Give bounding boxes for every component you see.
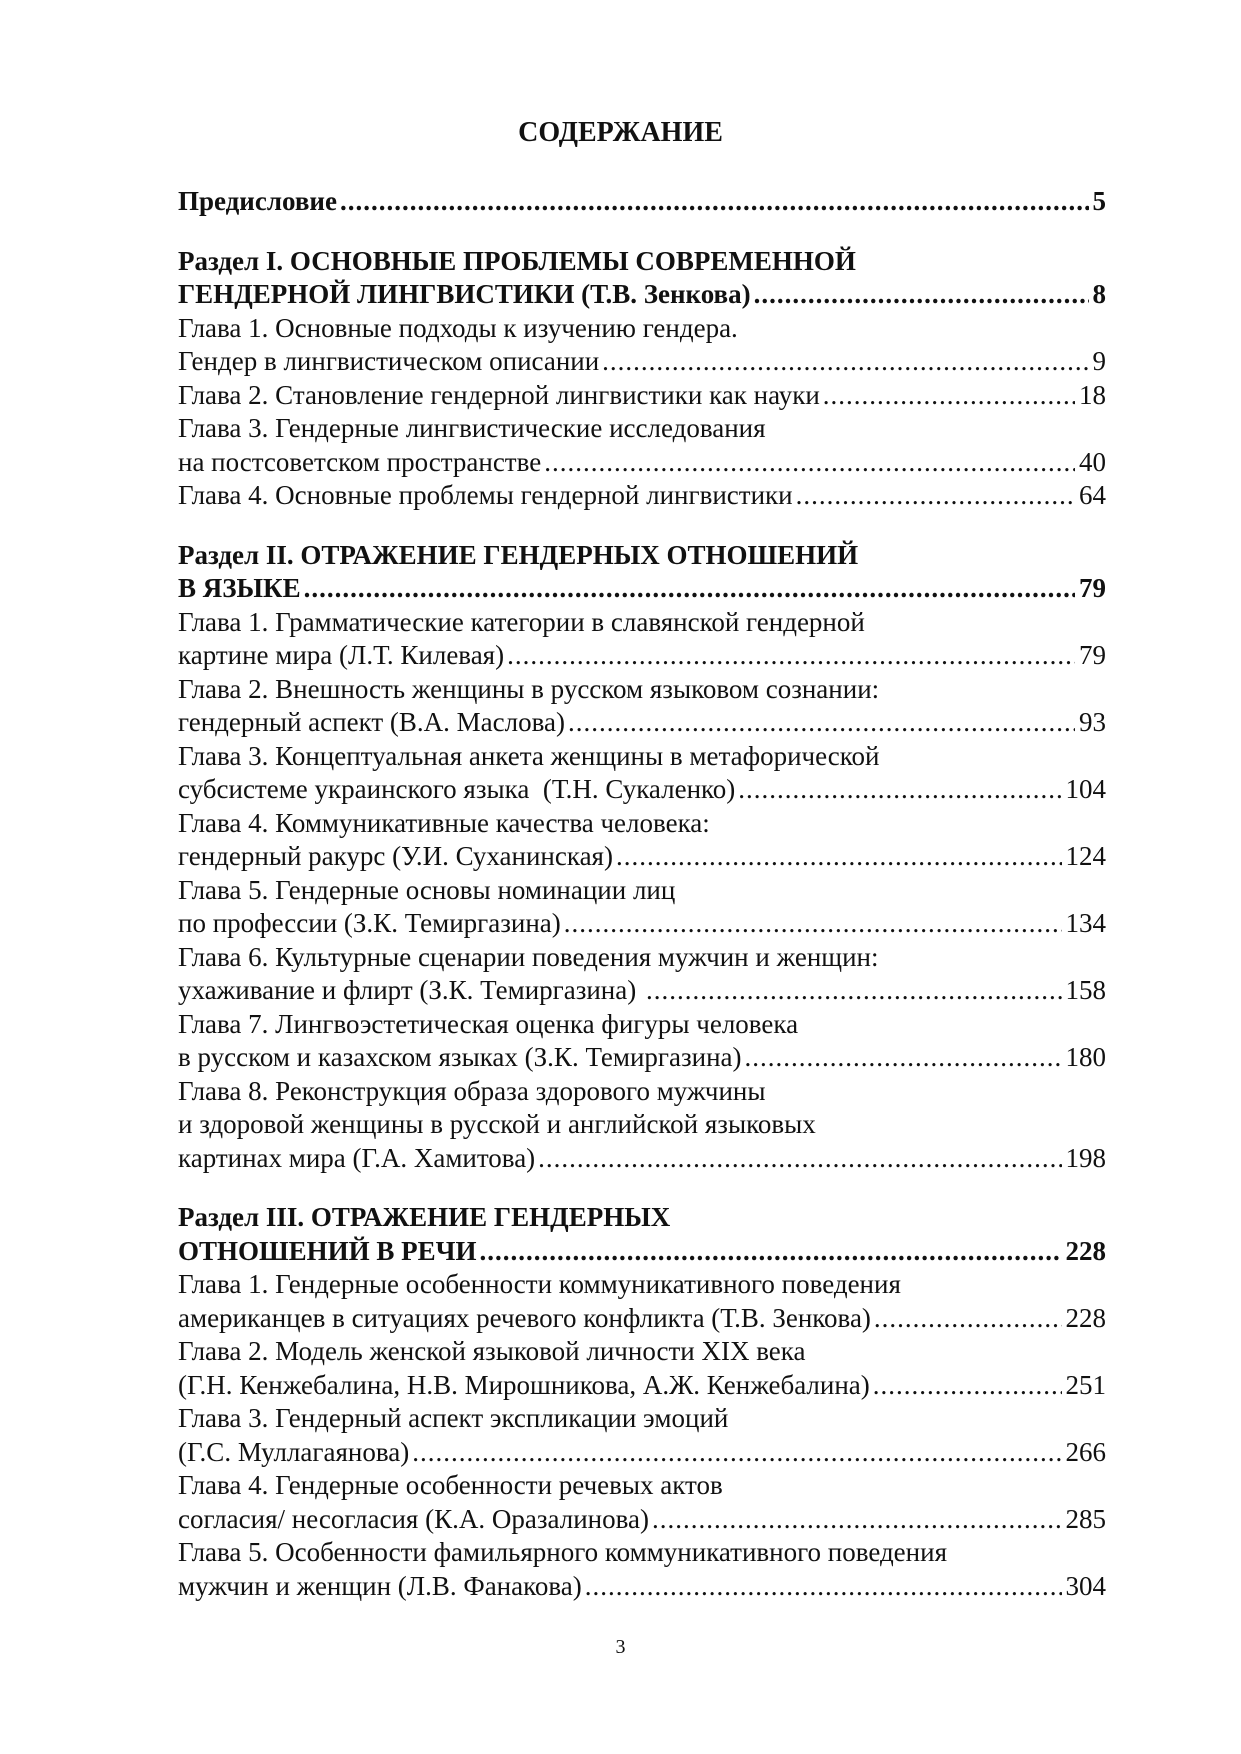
toc-section-title-line [178,246,1106,280]
toc-entry-text: Глава 2. Внешность женщины в русском языковом сознании: [178,673,880,704]
toc-entry-text: Предисловие [178,186,337,216]
toc-entry-preface [178,186,1106,220]
toc-entry-text: гендерный ракурс (У.И. Суханинская) [178,841,613,871]
toc-leader-dots [738,774,1061,805]
toc-leader-dots [754,279,1089,310]
toc-chapter [178,1470,1106,1537]
toc-page-number: 64 [1079,480,1106,510]
toc-entry-text: Глава 2. Модель женской языковой личности XIX века [178,1336,806,1366]
toc-leader-dots [585,1571,1062,1602]
toc-entry-text: Раздел I. ОСНОВНЫЕ ПРОБЛЕМЫ СОВРЕМЕННОЙ [178,245,856,276]
toc-entry-text: Глава 4. Коммуникативные качества человека: [178,807,710,838]
toc-chapter [178,875,1106,942]
toc-page-number: 180 [1065,1042,1106,1072]
toc-page-number: 228 [1065,1302,1106,1333]
toc-entry-text: Глава 1. Гендерные особенности коммуникативного поведения [178,1269,901,1299]
toc-page-number: 251 [1065,1369,1106,1400]
toc-leader-dots [544,447,1075,478]
toc-chapter [178,808,1106,875]
toc-section-title-line [178,573,1106,607]
toc-leader-dots [652,1504,1062,1535]
toc-entry-text: мужчин и женщин (Л.В. Фанакова) [178,1570,582,1601]
toc-leader-dots [507,640,1075,671]
toc-entry-text: Раздел III. ОТРАЖЕНИЕ ГЕНДЕРНЫХ [178,1202,671,1232]
toc-entry-text: на постсоветском пространстве [178,446,542,477]
toc-entry-text: американцев в ситуациях речевого конфликта (Т.В. Зенкова) [178,1302,871,1333]
toc-leader-dots [745,1042,1062,1073]
toc-page-number: 79 [1079,640,1106,670]
toc-leader-dots [304,573,1075,604]
toc-section [178,1202,1106,1604]
toc-entry-text: (Г.Н. Кенжебалина, Н.В. Мирошникова, А.Ж. Кенжебалина) [178,1369,870,1400]
toc-entry-text: ОТНОШЕНИЙ В РЕЧИ [178,1235,477,1266]
toc-page-number: 5 [1092,186,1106,216]
toc-page-number: 198 [1065,1142,1106,1173]
toc-page-number: 304 [1065,1570,1106,1601]
toc-section [178,246,1106,514]
toc-entry-text: В ЯЗЫКЕ [178,573,301,603]
toc-entry-text: по профессии (З.К. Темиргазина) [178,908,561,938]
toc-entry-text: Глава 5. Особенности фамильярного коммуникативного поведения [178,1537,947,1567]
toc-page-number: 285 [1065,1503,1106,1534]
toc-section-title-line [178,279,1106,313]
toc-entry-text: ухаживание и флирт (З.К. Темиргазина) [178,975,643,1005]
toc-page-number: 18 [1079,379,1106,410]
toc-leader-dots [340,186,1089,217]
toc-page-number: 40 [1079,446,1106,477]
toc-section-title-line [178,540,1106,574]
toc-chapter [178,1009,1106,1076]
toc-chapter [178,413,1106,480]
toc-entry-text: в русском и казахском языках (З.К. Темиргазина) [178,1042,742,1072]
toc-entry-text: (Г.С. Муллагаянова) [178,1436,410,1467]
toc-chapter [178,480,1106,514]
toc-section [178,540,1106,1177]
toc-chapter [178,380,1106,414]
toc-page-number: 93 [1079,707,1106,737]
toc-section-title-line [178,1202,1106,1236]
toc-leader-dots [568,707,1075,738]
toc-leader-dots [480,1236,1062,1267]
toc-leader-dots [823,380,1075,411]
toc-chapter [178,942,1106,1009]
toc-entry-text: картинах мира (Г.А. Хамитова) [178,1142,536,1173]
toc-entry-text: Глава 5. Гендерные основы номинации лиц [178,874,676,905]
toc-page-number: 134 [1065,908,1106,938]
toc-chapter [178,1336,1106,1403]
toc-page-number: 104 [1065,774,1106,804]
toc-leader-dots [646,975,1062,1006]
toc-leader-dots [616,841,1062,872]
toc-page-number: 8 [1092,279,1106,309]
toc-entry-text: субсистеме украинского языка (Т.Н. Сукаленко) [178,774,736,804]
toc-leader-dots [874,1303,1062,1334]
toc-leader-dots [538,1143,1061,1174]
toc-leader-dots [796,480,1075,511]
toc-entry-text: Глава 8. Реконструкция образа здорового мужчины [178,1075,766,1106]
toc-page-number: 158 [1065,975,1106,1005]
toc-chapter [178,1269,1106,1336]
table-of-contents [178,186,1106,1604]
toc-chapter [178,313,1106,380]
toc-entry-text: и здоровой женщины в русской и английской языковых [178,1109,816,1139]
toc-entry-text: Гендер в лингвистическом описании [178,346,600,376]
toc-entry-text: Глава 3. Концептуальная анкета женщины в метафорической [178,740,880,771]
toc-entry-text: согласия/ несогласия (К.А. Оразалинова) [178,1503,649,1534]
toc-section-title-line [178,1236,1106,1270]
toc-chapter [178,1403,1106,1470]
toc-entry-text: Глава 1. Основные подходы к изучению гендера. [178,312,738,343]
toc-page-number: 124 [1065,841,1106,871]
toc-entry-text: Глава 4. Гендерные особенности речевых актов [178,1470,723,1500]
toc-entry-text: Глава 3. Гендерные лингвистические исследования [178,413,766,443]
toc-chapter [178,1537,1106,1604]
toc-leader-dots [564,908,1062,939]
toc-page-number: 266 [1065,1436,1106,1467]
page-number: 3 [615,1636,626,1658]
toc-entry-text: картине мира (Л.Т. Килевая) [178,640,505,670]
toc-entry-text: Глава 6. Культурные сценарии поведения мужчин и женщин: [178,941,879,972]
toc-entry-text: ГЕНДЕРНОЙ ЛИНГВИСТИКИ (Т.В. Зенкова) [178,279,751,309]
toc-entry-text: Глава 1. Грамматические категории в славянской гендерной [178,606,865,637]
toc-page-number: 228 [1065,1235,1106,1266]
toc-leader-dots [873,1370,1062,1401]
toc-entry-text: гендерный аспект (В.А. Маслова) [178,707,565,737]
toc-entry-text: Глава 2. Становление гендерной лингвистики как науки [178,379,820,410]
toc-leader-dots [412,1437,1061,1468]
toc-chapter [178,741,1106,808]
toc-chapter [178,607,1106,674]
toc-chapter [178,1076,1106,1177]
toc-page-number: 9 [1092,346,1106,376]
toc-entry-text: Глава 3. Гендерный аспект экспликации эмоций [178,1403,729,1433]
toc-leader-dots [602,346,1088,377]
toc-page-number: 79 [1079,573,1106,603]
toc-title: СОДЕРЖАНИЕ [518,117,723,148]
toc-entry-text: Глава 7. Лингвоэстетическая оценка фигуры человека [178,1008,799,1039]
toc-entry-text: Глава 4. Основные проблемы гендерной лингвистики [178,480,793,510]
toc-entry-text: Раздел II. ОТРАЖЕНИЕ ГЕНДЕРНЫХ ОТНОШЕНИЙ [178,539,859,570]
toc-chapter [178,674,1106,741]
